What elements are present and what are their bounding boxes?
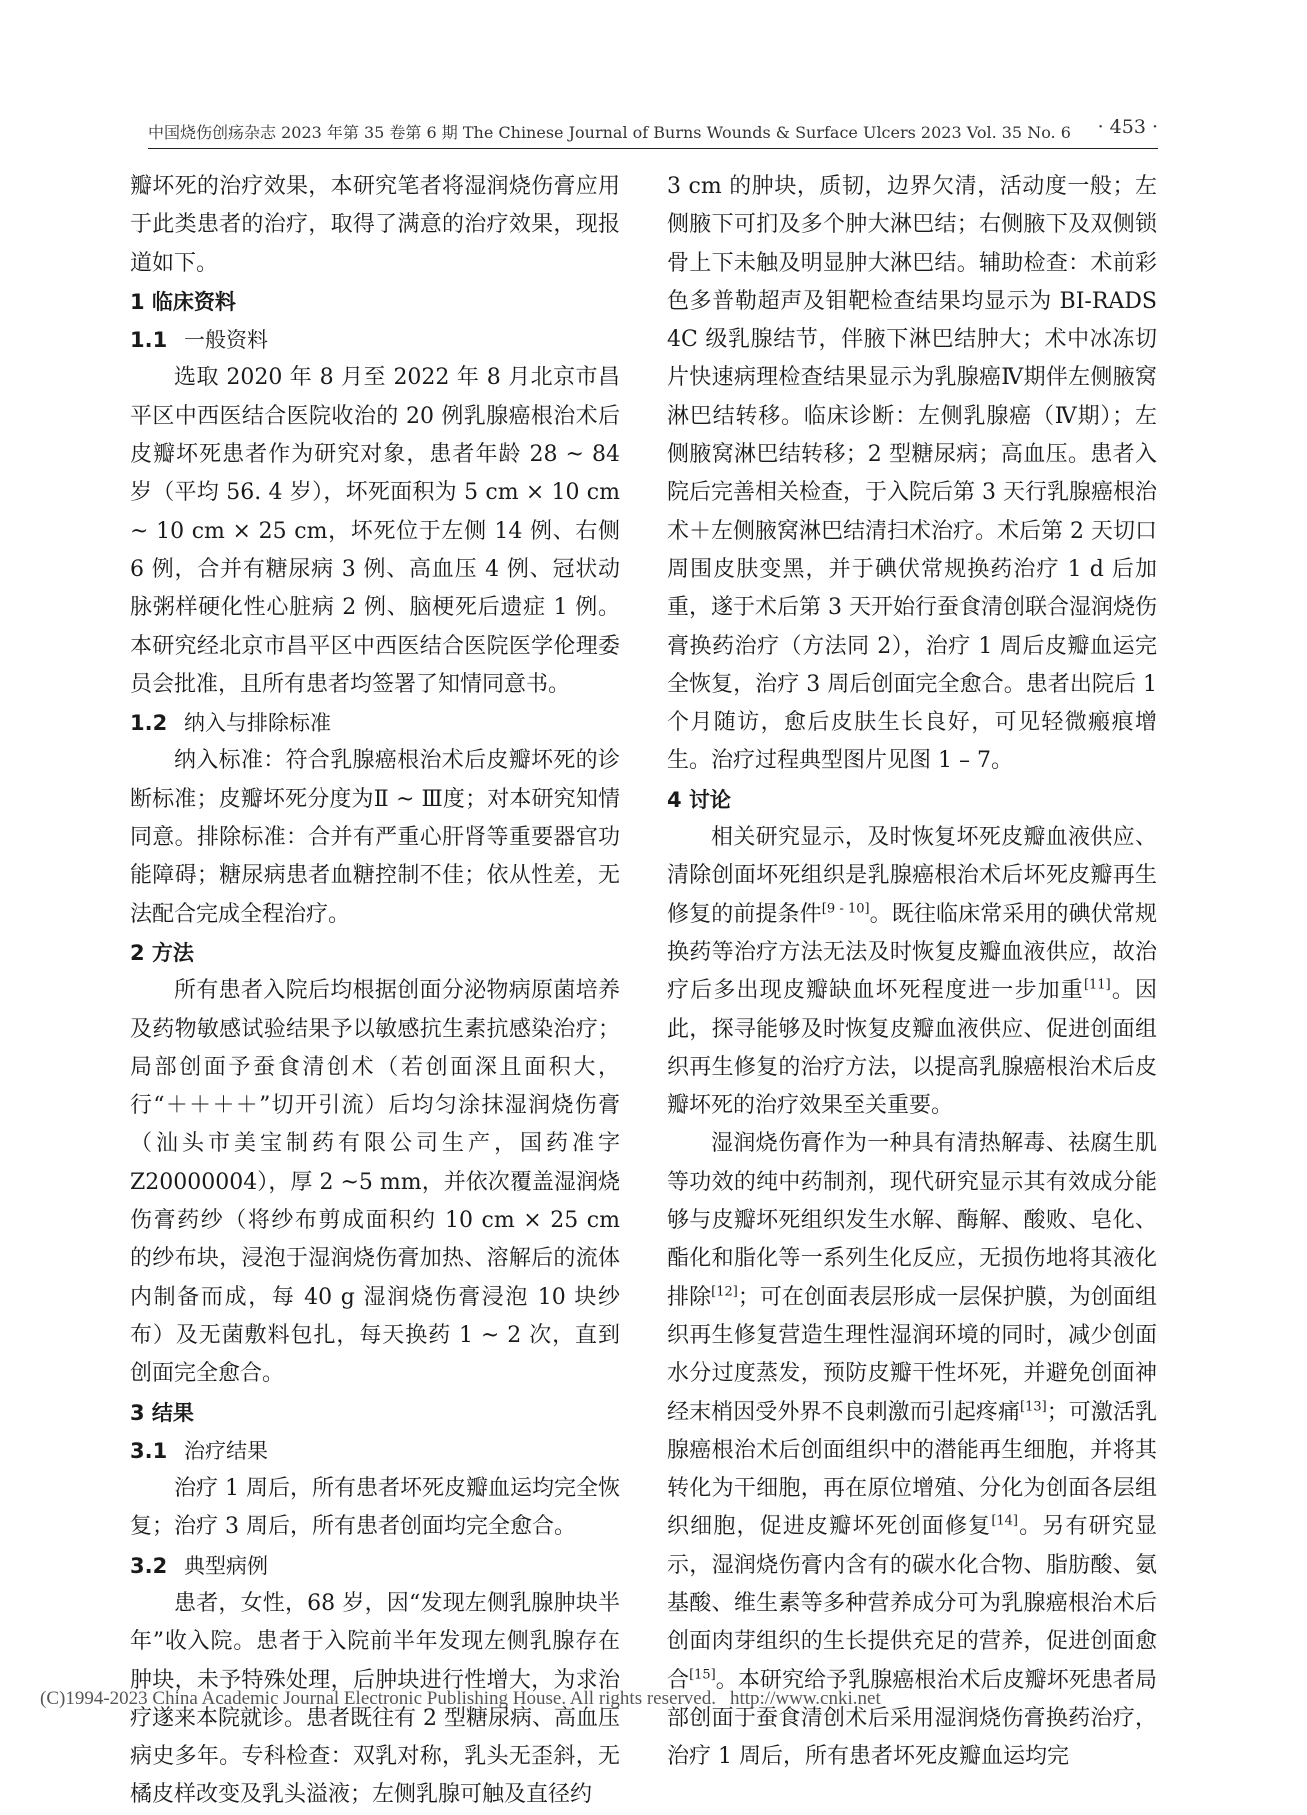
text-run: 。另有研究显示，湿润烧伤膏内含有的碳水化合物、脂肪酸、氨基酸、维生素等多种营养成分可为乳腺癌根治术后创面肉芽组织的生长提供充足的营养，促进创面愈合 [667, 1514, 1157, 1693]
citation-ref: [13] [1020, 1399, 1047, 1415]
subsection-title: 治疗结果 [184, 1438, 268, 1463]
section-heading-clinical-data: 1 临床资料 [130, 289, 236, 314]
text-run: 。既往临床常采用的碘伏常规换药等治疗方法无法及时恢复皮瓣血液供应，故治疗后多出现皮瓣缺血坏死程度进一步加重 [667, 901, 1157, 1004]
section-heading-methods: 2 方法 [130, 940, 194, 965]
subsection-number: 3.2 [130, 1553, 168, 1578]
general-data-paragraph: 选取 2020 年 8 月至 2022 年 8 月北京市昌平区中西医结合医院收治的 20 例乳腺癌根治术后皮瓣坏死患者作为研究对象，患者年龄 28 ~ 84 岁（平均 56. 4 岁），坏死面积为 5 cm × 10 cm ~ 10 cm × 25 cm，坏死位于左侧 14 例、右侧 6 例，合并有糖尿病 3 例、高血压 4 例、冠状动脉粥样硬化性心脏病 2 例、脑梗死后遗症 1 例。本研究经北京市昌平区中西医结合医院医学伦理委员会批准，且所有患者均签署了知情同意书。 [130, 365, 620, 697]
citation-ref: [14] [991, 1514, 1018, 1530]
cnki-link[interactable]: http://www.cnki.net [729, 1688, 881, 1709]
citation-ref: [9 - 10] [821, 901, 870, 917]
methods-paragraph: 所有患者入院后均根据创面分泌物病原菌培养及药物敏感试验结果予以敏感抗生素抗感染治疗；局部创面予蚕食清创术（若创面深且面积大，行“＋＋＋＋”切开引流）后均匀涂抹湿润烧伤膏（汕头市美宝制药有限公司生产，国药准字 Z20000004），厚 2 ~5 mm，并依次覆盖湿润烧伤膏药纱（将纱布剪成面积约 10 cm × 25 cm 的纱布块，浸泡于湿润烧伤膏加热、溶解后的流体内制备而成，每 40 g 湿润烧伤膏浸泡 10 块纱布）及无菌敷料包扎，每天换药 1 ~ 2 次，直到创面完全愈合。 [130, 978, 620, 1387]
subsection-heading-general-data [130, 321, 620, 359]
citation-ref: [11] [1083, 977, 1111, 993]
subsection-heading-treatment-results [130, 1432, 620, 1470]
text-run: ；可在创面表层形成一层保护膜，为创面组织再生修复营造生理性湿润环境的同时，减少创面水分过度蒸发，预防皮瓣干性坏死，并避免创面神经末梢因受外界不良刺激而引起疼痛 [667, 1284, 1157, 1425]
section-heading-discussion: 4 讨论 [667, 787, 731, 812]
discussion-paragraph-2 [667, 1125, 1157, 1776]
intro-paragraph: 瓣坏死的治疗效果，本研究笔者将湿润烧伤膏应用于此类患者的治疗，取得了满意的治疗效果，现报道如下。 [130, 174, 620, 276]
subsection-heading-typical-case [130, 1547, 620, 1585]
citation-ref: [15] [689, 1667, 716, 1683]
left-column [130, 168, 620, 1815]
text-run: 。因此，探寻能够及时恢复皮瓣血液供应、促进创面组织再生修复的治疗方法，以提高乳腺癌根治术后皮瓣坏死的治疗效果至关重要。 [667, 978, 1157, 1119]
criteria-paragraph: 纳入标准：符合乳腺癌根治术后皮瓣坏死的诊断标准；皮瓣坏死分度为Ⅱ ~ Ⅲ度；对本研究知情同意。排除标准：合并有严重心肝肾等重要器官功能障碍；糖尿病患者血糖控制不佳；依从性差，无法配合完成全程治疗。 [130, 748, 620, 927]
subsection-number: 3.1 [130, 1438, 168, 1463]
typical-case-paragraph: 患者，女性，68 岁，因“发现左侧乳腺肿块半年”收入院。患者于入院前半年发现左侧乳腺存在肿块，未予特殊处理，后肿块进行性增大，为求治疗遂来本院就诊。患者既往有 2 型糖尿病、高血压病史多年。专科检查：双乳对称，乳头无歪斜，无橘皮样改变及乳头溢液；左侧乳腺可触及直径约 [130, 1590, 620, 1808]
text-run: ；可激活乳腺癌根治术后创面组织中的潜能再生细胞，并将其转化为干细胞，再在原位增殖、分化为创面各层组织细胞，促进皮瓣坏死创面修复 [667, 1399, 1157, 1540]
right-column [667, 168, 1157, 1776]
page-number: · 453 · [1097, 116, 1158, 138]
running-header [148, 114, 1158, 149]
subsection-heading-criteria [130, 704, 620, 742]
treatment-results-paragraph: 治疗 1 周后，所有患者坏死皮瓣血运均完全恢复；治疗 3 周后，所有患者创面均完全愈合。 [130, 1476, 620, 1540]
subsection-title: 一般资料 [184, 328, 268, 353]
section-heading-results: 3 结果 [130, 1400, 194, 1425]
copyright-text: (C)1994-2023 China Academic Journal Electronic Publishing House. All rights reserved. [40, 1688, 716, 1709]
subsection-number: 1.1 [130, 328, 168, 353]
subsection-title: 纳入与排除标准 [184, 711, 331, 736]
copyright-footer [40, 1688, 881, 1710]
typical-case-continued: 3 cm 的肿块，质韧，边界欠清，活动度一般；左侧腋下可扪及多个肿大淋巴结；右侧腋下及双侧锁骨上下未触及明显肿大淋巴结。辅助检查：术前彩色多普勒超声及钼靶检查结果均显示为 BI-RADS 4C 级乳腺结节，伴腋下淋巴结肿大；术中冰冻切片快速病理检查结果显示为乳腺癌Ⅳ期伴左侧腋窝淋巴结转移。临床诊断：左侧乳腺癌（Ⅳ期）；左侧腋窝淋巴结转移；2 型糖尿病；高血压。患者入院后完善相关检查，于入院后第 3 天行乳腺癌根治术＋左侧腋窝淋巴结清扫术治疗。术后第 2 天切口周围皮肤变黑，并于碘伏常规换药治疗 1 d 后加重，遂于术后第 3 天开始行蚕食清创联合湿润烧伤膏换药治疗（方法同 2），治疗 1 周后皮瓣血运完全恢复，治疗 3 周后创面完全愈合。患者出院后 1 个月随访，愈后皮肤生长良好，可见轻微瘢痕增生。治疗过程典型图片见图 1 – 7。 [667, 174, 1157, 774]
journal-citation: 中国烧伤创疡杂志 2023 年第 35 卷第 6 期 The Chinese Journal of Burns Wounds & Surface Ulcers 2023 Vol. 35 No. 6 [148, 123, 1071, 142]
text-run: 。本研究给予乳腺癌根治术后皮瓣坏死患者局部创面于蚕食清创术后采用湿润烧伤膏换药治疗，治疗 1 周后，所有患者坏死皮瓣血运均完 [667, 1667, 1157, 1770]
subsection-title: 典型病例 [184, 1553, 268, 1578]
citation-ref: [12] [711, 1284, 738, 1300]
subsection-number: 1.2 [130, 711, 168, 736]
text-run: 相关研究显示，及时恢复坏死皮瓣血液供应、清除创面坏死组织是乳腺癌根治术后坏死皮瓣再生修复的前提条件 [667, 825, 1157, 927]
discussion-paragraph-1 [667, 819, 1157, 1125]
text-run: 湿润烧伤膏作为一种具有清热解毒、祛腐生肌等功效的纯中药制剂，现代研究显示其有效成分能够与皮瓣坏死组织发生水解、酶解、酸败、皂化、酯化和脂化等一系列生化反应，无损伤地将其液化排除 [667, 1131, 1157, 1310]
